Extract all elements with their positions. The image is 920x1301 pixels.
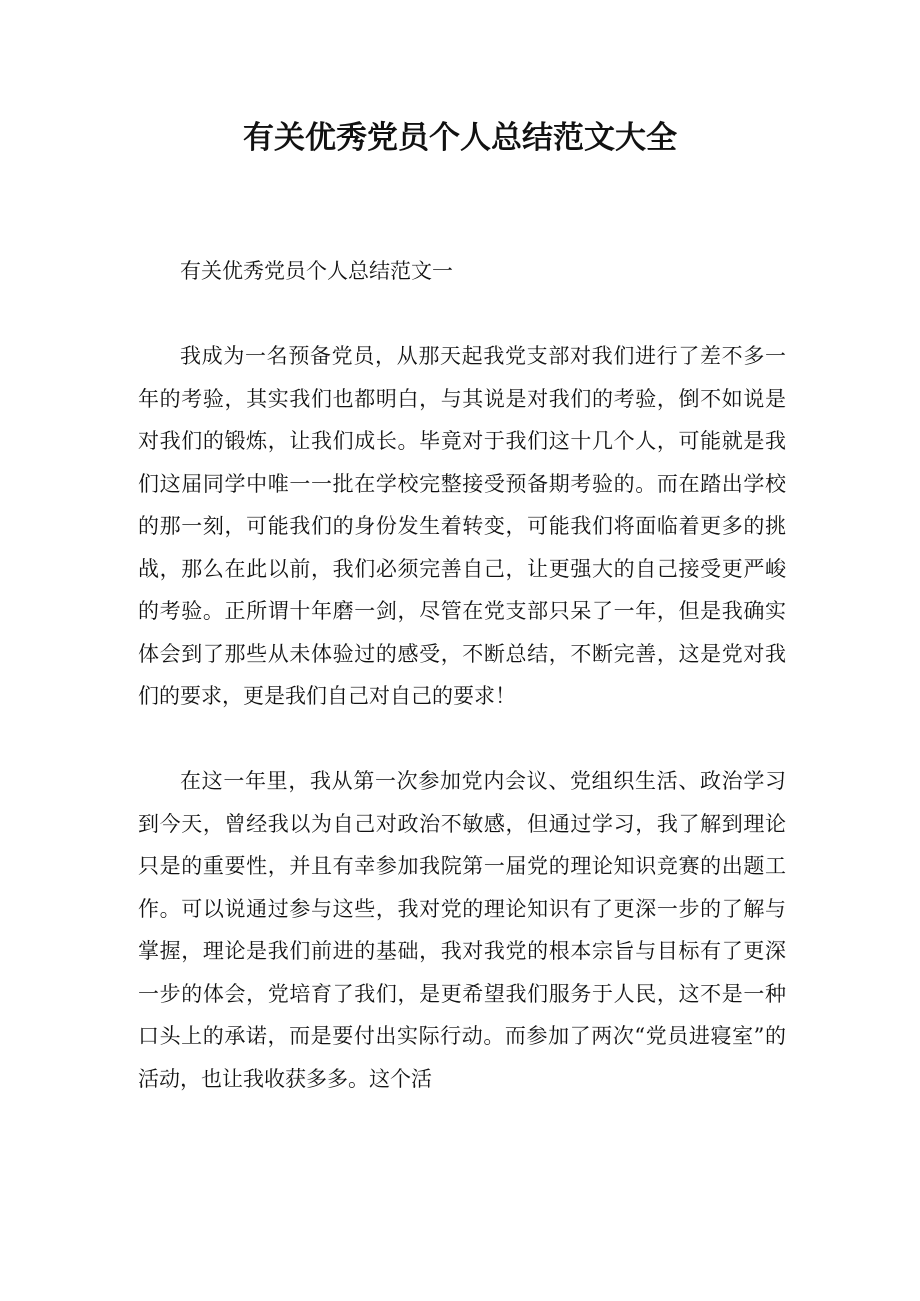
section-heading: 有关优秀党员个人总结范文一 bbox=[180, 259, 453, 283]
paragraph-2: 在这一年里，我从第一次参加党内会议、党组织生活、政治学习到今天，曾经我以为自己对政治不敏感，但通过学习，我了解到理论只是的重要性，并且有幸参加我院第一届党的理论知识竞赛的出题工作。可以说通过参与这些，我对党的理论知识有了更深一步的了解与掌握，理论是我们前进的基础，我对我党的根本宗旨与目标有了更深一步的体会，党培育了我们，是更希望我们服务于人民，这不是一种口头上的承诺，而是要付出实际行动。而参加了两次“党员进寝室”的活动，也让我收获多多。这个活 bbox=[138, 769, 786, 1091]
paragraph-1: 我成为一名预备党员，从那天起我党支部对我们进行了差不多一年的考验，其实我们也都明白，与其说是对我们的考验，倒不如说是对我们的锻炼，让我们成长。毕竟对于我们这十几个人，可能就是我们这届同学中唯一一批在学校完整接受预备期考验的。而在踏出学校的那一刻，可能我们的身份发生着转变，可能我们将面临着更多的挑战，那么在此以前，我们必须完善自己，让更强大的自己接受更严峻的考验。正所谓十年磨一剑，尽管在党支部只呆了一年，但是我确实体会到了那些从未体验过的感受，不断总结，不断完善，这是党对我们的要求，更是我们自己对自己的要求！ bbox=[138, 344, 786, 708]
document-title: 有关优秀党员个人总结范文大全 bbox=[243, 120, 677, 156]
document-body bbox=[138, 250, 786, 1143]
